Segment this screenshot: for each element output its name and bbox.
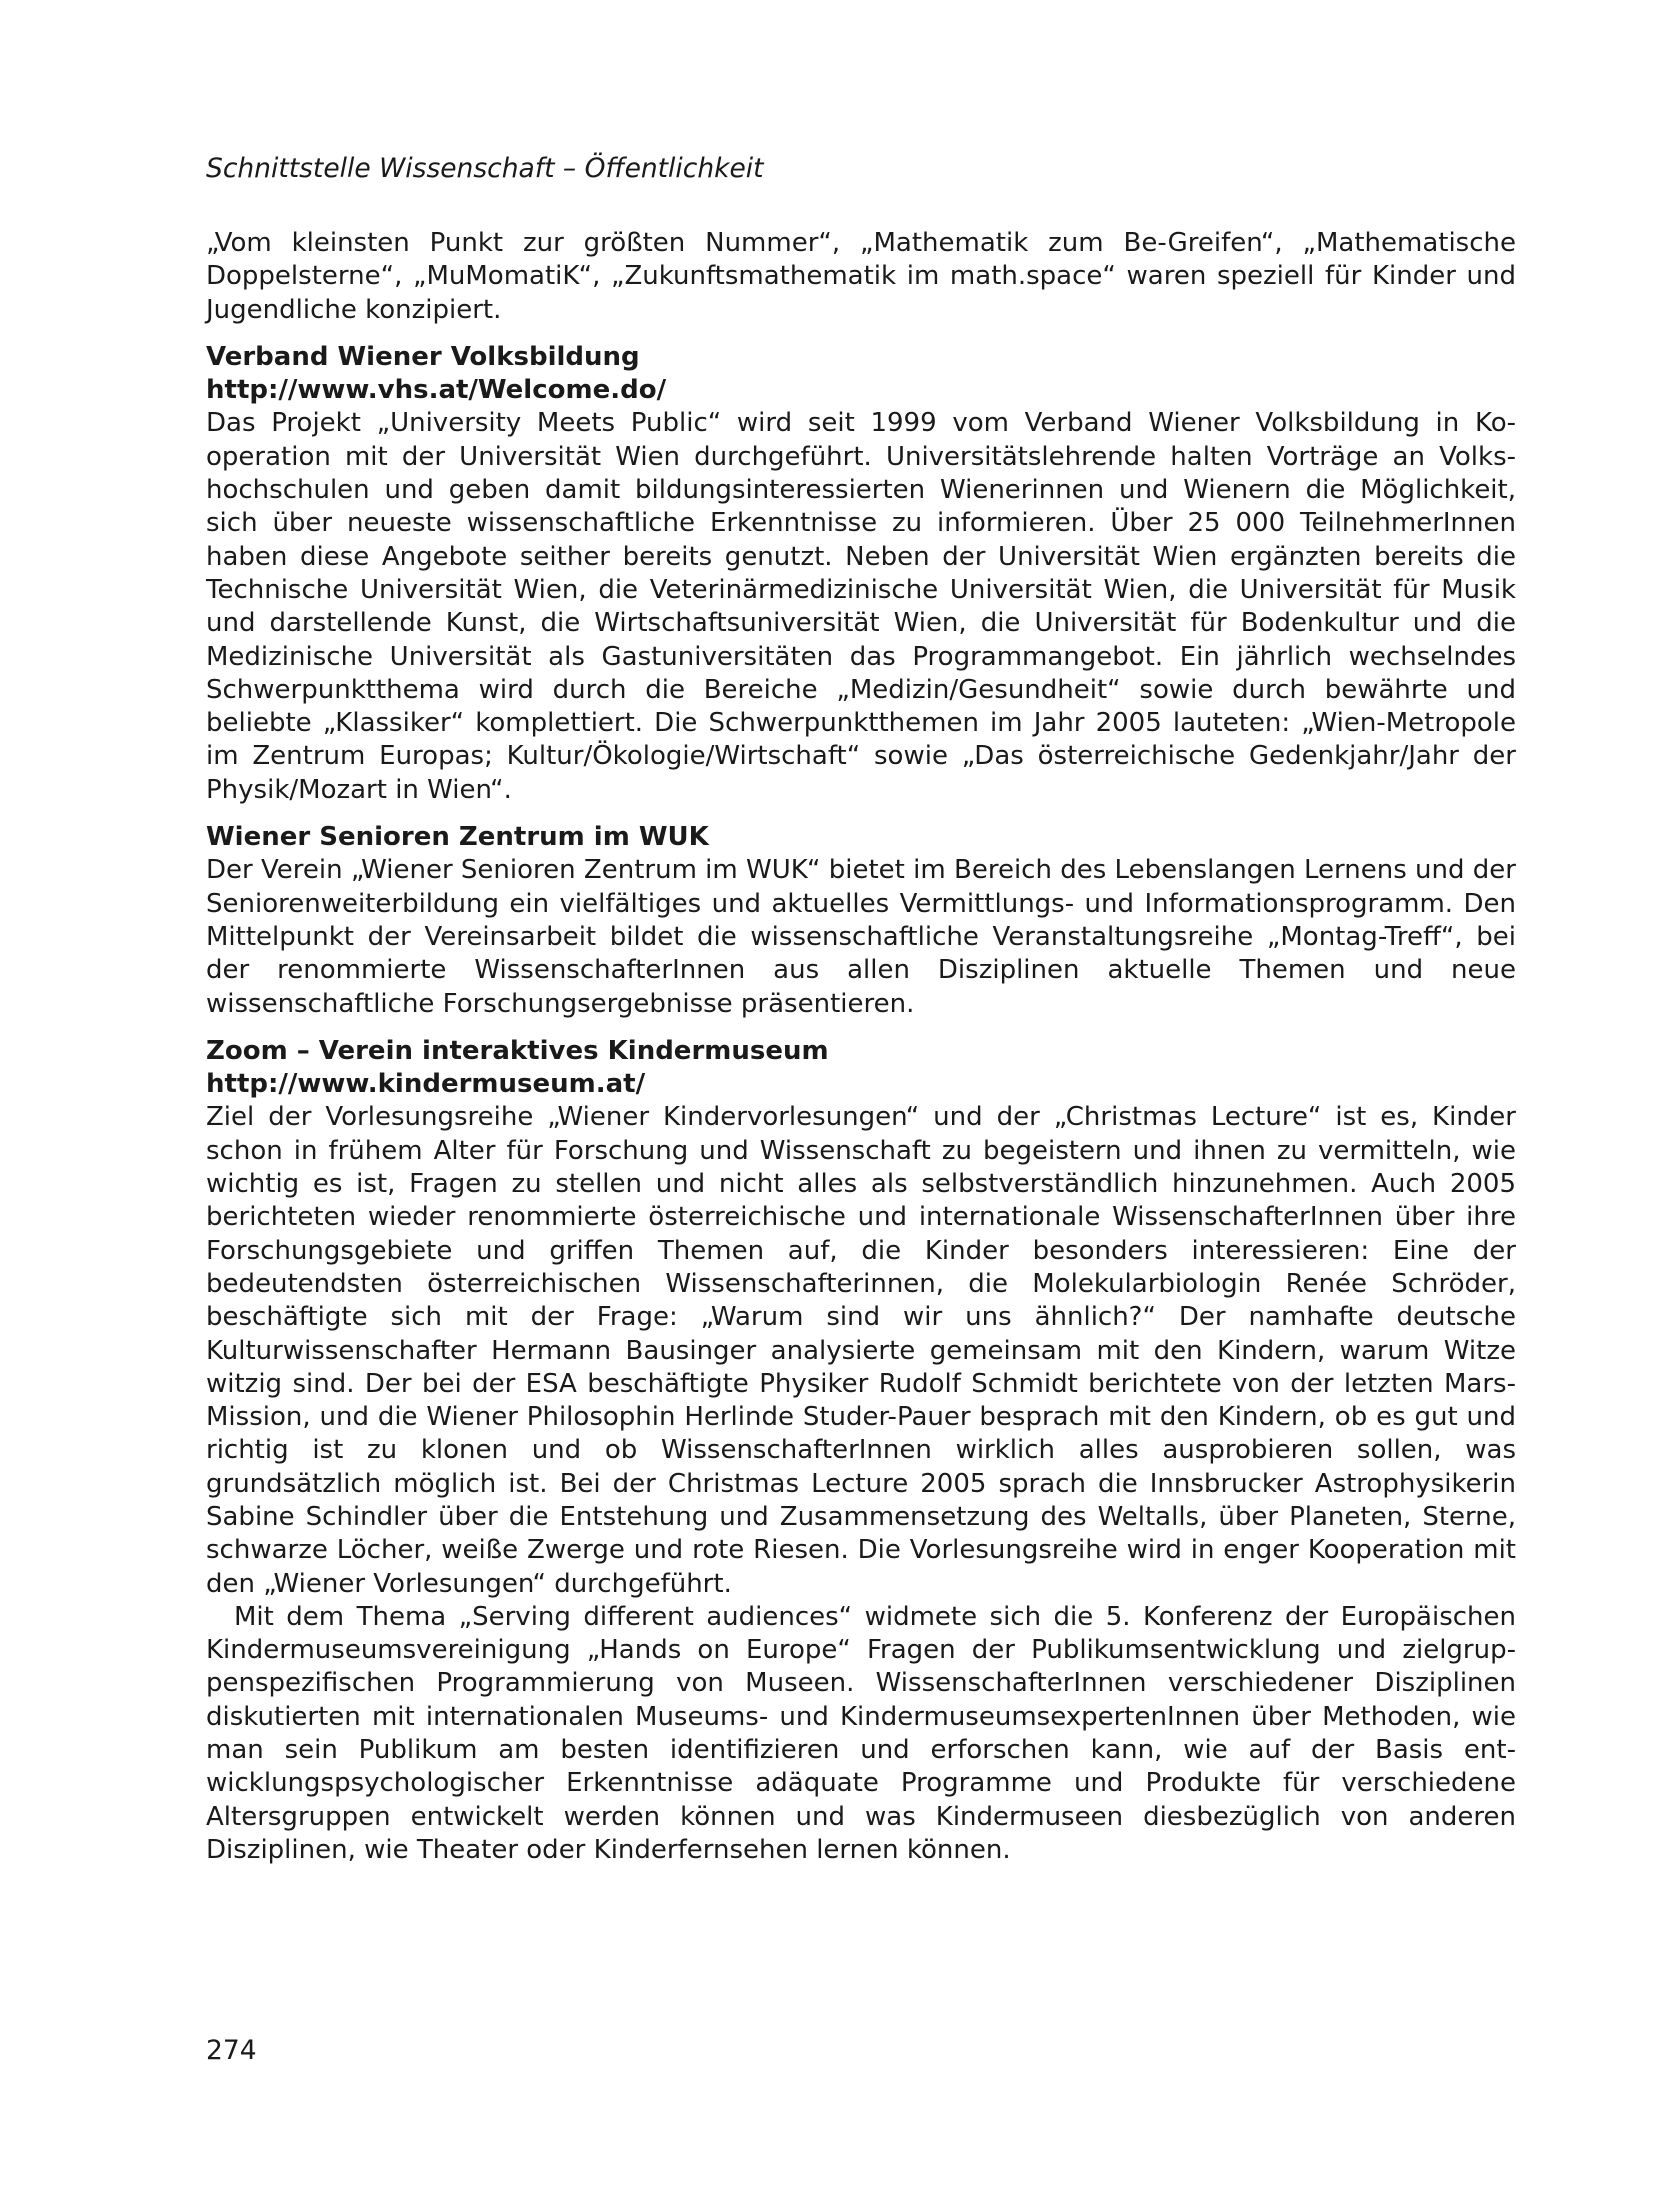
running-header: Schnittstelle Wissenschaft – Öffentlichkeit	[206, 153, 764, 184]
section-paragraph: Das Projekt „University Meets Public“ wird seit 1999 vom Verband Wiener Volksbildung in Kooperation mit der Universität Wien durchgeführt. Universitätslehrende halten Vorträge an Volkshochschulen und geben damit bildungsinteressierten Wienerinnen und Wienern die Möglichkeit, sich über neueste wissenschaftliche Erkenntnisse zu informieren. Über 25 000 TeilnehmerInnen haben diese Angebote seither bereits genutzt. Neben der Universität Wien ergänzten bereits die Technische Universität Wien, die Veterinärmedizinische Universität Wien, die Universität für Musik und darstellende Kunst, die Wirtschaftsuniversität Wien, die Universität für Bodenkultur und die Medizinische Universität als Gastuniversitäten das Programmangebot. Ein jährlich wechselndes Schwerpunktthema wird durch die Bereiche „Medizin/Gesundheit“ sowie durch bewährte und beliebte „Klassiker“ komplettiert. Die Schwerpunktthemen im Jahr 2005 lauteten: „Wien-Metropole im Zentrum Europas; Kultur/Ökologie/Wirtschaft“ sowie „Das österreichische Gedenkjahr/Jahr der Physik/Mozart in Wien“.	[206, 408, 1516, 805]
section-wuk	[206, 821, 1516, 1021]
section-zoom	[206, 1035, 1516, 1867]
intro-paragraph: „Vom kleinsten Punkt zur größten Nummer“, „Mathematik zum Be-Greifen“, „Mathematische Doppelsterne“, „MuMomatiK“, „Zukunftsmathematik im math.space“ waren speziell für Kinder und Jugendliche konzipiert.	[206, 228, 1516, 325]
section-vhs	[206, 341, 1516, 807]
page-number: 274	[206, 2035, 257, 2066]
section-heading: Verband Wiener Volksbildung	[206, 341, 640, 372]
section-paragraph: Ziel der Vorlesungsreihe „Wiener Kindervorlesungen“ und der „Christmas Lecture“ ist es, Kinder schon in frühem Alter für Forschung und Wissenschaft zu begeistern und ihnen zu vermitteln, wie wichtig es ist, Fragen zu stellen und nicht alles als selbstverständlich hinzunehmen. Auch 2005 berichteten wieder renommierte österreichische und internationale WissenschafterInnen über ihre Forschungsgebiete und griffen Themen auf, die Kinder besonders interessieren: Eine der bedeutendsten österreichischen Wissenschafterinnen, die Molekularbiologin Renée Schröder, beschäftigte sich mit der Frage: „Warum sind wir uns ähnlich?“ Der namhafte deutsche Kulturwissenschafter Hermann Bausinger analysierte gemeinsam mit den Kindern, warum Witze witzig sind. Der bei der ESA beschäftigte Physiker Rudolf Schmidt berichtete von der letzten Mars-Mission, und die Wiener Philosophin Herlinde Studer-Pauer besprach mit den Kindern, ob es gut und richtig ist zu klonen und ob WissenschafterInnen wirklich alles ausprobieren sollen, was grundsätzlich möglich ist. Bei der Christmas Lecture 2005 sprach die Innsbrucker Astrophysikerin Sabine Schindler über die Entstehung und Zusammensetzung des Weltalls, über Planeten, Sterne, schwarze Löcher, weiße Zwerge und rote Riesen. Die Vorlesungsreihe wird in enger Kooperation mit den „Wiener Vorlesungen“ durchgeführt.	[206, 1102, 1516, 1599]
section-paragraph: Mit dem Thema „Serving different audiences“ widmete sich die 5. Konferenz der Europäischen Kindermuseumsvereinigung „Hands on Europe“ Fragen der Publikumsentwicklung und zielgruppenspezifischen Programmierung von Museen. WissenschafterInnen verschiedener Disziplinen diskutierten mit internationalen Museums- und KindermuseumsexpertenInnen über Methoden, wie man sein Publikum am besten identifizieren und erforschen kann, wie auf der Basis entwicklungspsychologischer Erkenntnisse adäquate Programme und Produkte für verschiedene Altersgruppen entwickelt werden können und was Kindermuseen diesbezüglich von anderen Disziplinen, wie Theater oder Kinderfernsehen lernen können.	[206, 1601, 1516, 1865]
document-page	[206, 0, 1516, 2205]
section-heading: Zoom – Verein interaktives Kindermuseum	[206, 1035, 829, 1066]
section-url-link[interactable]: http://www.vhs.at/Welcome.do/	[206, 375, 667, 406]
section-url-link[interactable]: http://www.kindermuseum.at/	[206, 1069, 646, 1100]
section-paragraph: Der Verein „Wiener Senioren Zentrum im WUK“ bietet im Bereich des Lebenslangen Lernens und der Seniorenweiterbildung ein vielfältiges und aktuelles Vermittlungs- und Informationsprogramm. Den Mittelpunkt der Vereinsarbeit bildet die wissenschaftliche Veranstaltungsreihe „Montag-Treff“, bei der renommierte WissenschafterInnen aus allen Disziplinen aktuelle Themen und neue wissenschaftliche Forschungsergebnisse präsentieren.	[206, 855, 1516, 1019]
body-text	[206, 227, 1516, 1867]
section-heading: Wiener Senioren Zentrum im WUK	[206, 822, 709, 853]
